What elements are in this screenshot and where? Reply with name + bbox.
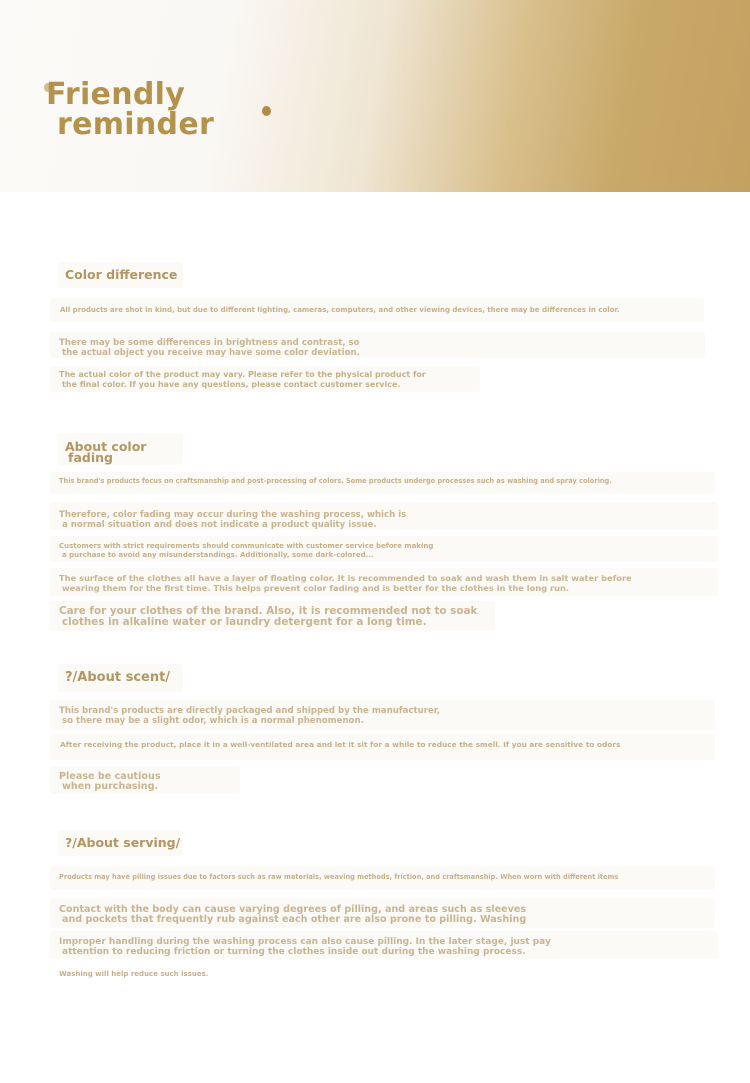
paragraph-line: After receiving the product, place it in a well-ventilated area and let it sit for a while to reduce the smell. If you are sensitive to odors bbox=[60, 740, 621, 749]
paragraph bbox=[59, 573, 632, 593]
paragraph-line: Products may have pilling issues due to factors such as raw materials, weaving methods, friction, and craftsmanship. When worn with different items bbox=[59, 873, 619, 881]
section-heading bbox=[65, 441, 146, 463]
paragraph bbox=[59, 338, 360, 358]
paragraph-line: a purchase to avoid any misunderstandings. Additionally, some dark-colored... bbox=[62, 551, 374, 559]
paragraph bbox=[59, 606, 477, 628]
paragraph bbox=[59, 772, 161, 792]
paragraph-line: This brand's products are directly packaged and shipped by the manufacturer, bbox=[59, 706, 441, 716]
paragraph-line: a normal situation and does not indicate a product quality issue. bbox=[62, 520, 377, 530]
paragraph bbox=[59, 937, 551, 957]
paragraph bbox=[59, 477, 612, 486]
paragraph bbox=[59, 905, 526, 925]
header-banner bbox=[0, 0, 750, 192]
paragraph-line: This brand's products focus on craftsmanship and post-processing of colors. Some products undergo processes such as washing and spray coloring. bbox=[59, 477, 612, 485]
paragraph-line: clothes in alkaline water or laundry detergent for a long time. bbox=[62, 616, 427, 628]
paragraph bbox=[60, 306, 620, 315]
paragraph-line: Improper handling during the washing process can also cause pilling. In the later stage, just pay bbox=[59, 937, 551, 947]
paragraph-line: wearing them for the first time. This helps prevent color fading and is better for the clothes in the long run. bbox=[62, 583, 570, 593]
page-title-line2: reminder bbox=[57, 107, 215, 142]
paragraph-line: All products are shot in kind, but due to different lighting, cameras, computers, and other viewing devices, there may be differences in color. bbox=[60, 306, 620, 314]
page-title bbox=[46, 77, 215, 142]
paragraph-line: when purchasing. bbox=[62, 781, 159, 792]
section-heading: Color difference bbox=[65, 267, 178, 282]
paragraph-line: the actual object you receive may have some color deviation. bbox=[62, 348, 360, 358]
paragraph-line: attention to reducing friction or turning the clothes inside out during the washing process. bbox=[62, 947, 526, 957]
paragraph-line: Washing will help reduce such issues. bbox=[59, 970, 209, 978]
paragraph-line: Please be cautious bbox=[59, 771, 161, 782]
section-heading-line: About color bbox=[65, 439, 147, 454]
paragraph-line: the final color. If you have any questions, please contact customer service. bbox=[62, 380, 401, 389]
paragraph-line: Care for your clothes of the brand. Also, it is recommended not to soak bbox=[59, 605, 478, 617]
decorative-speck bbox=[262, 106, 271, 116]
section-heading: ?/About scent/ bbox=[65, 670, 171, 685]
paragraph-line: and pockets that frequently rub against each other are also prone to pilling. Washing bbox=[62, 914, 527, 925]
paragraph-line: The actual color of the product may vary. Please refer to the physical product for bbox=[59, 370, 426, 379]
paragraph bbox=[59, 970, 208, 979]
paragraph-line: Therefore, color fading may occur during the washing process, which is bbox=[59, 510, 407, 520]
paragraph bbox=[59, 706, 440, 726]
section-heading-line: fading bbox=[68, 450, 113, 465]
section-heading: ?/About serving/ bbox=[65, 835, 181, 850]
paragraph bbox=[59, 370, 426, 390]
paragraph-line: Customers with strict requirements should communicate with customer service before making bbox=[59, 542, 434, 550]
page-title-line1: Friendly bbox=[46, 77, 186, 112]
paragraph-line: Contact with the body can cause varying degrees of pilling, and areas such as sleeves bbox=[59, 904, 527, 915]
paragraph bbox=[59, 542, 433, 560]
paragraph-line: There may be some differences in brightness and contrast, so bbox=[59, 338, 360, 348]
paragraph-line: so there may be a slight odor, which is a normal phenomenon. bbox=[62, 716, 364, 726]
paragraph bbox=[59, 873, 618, 882]
paragraph bbox=[59, 510, 406, 530]
paragraph bbox=[60, 740, 620, 749]
paragraph-line: The surface of the clothes all have a layer of floating color. It is recommended to soak and wash them in salt water before bbox=[59, 573, 632, 583]
